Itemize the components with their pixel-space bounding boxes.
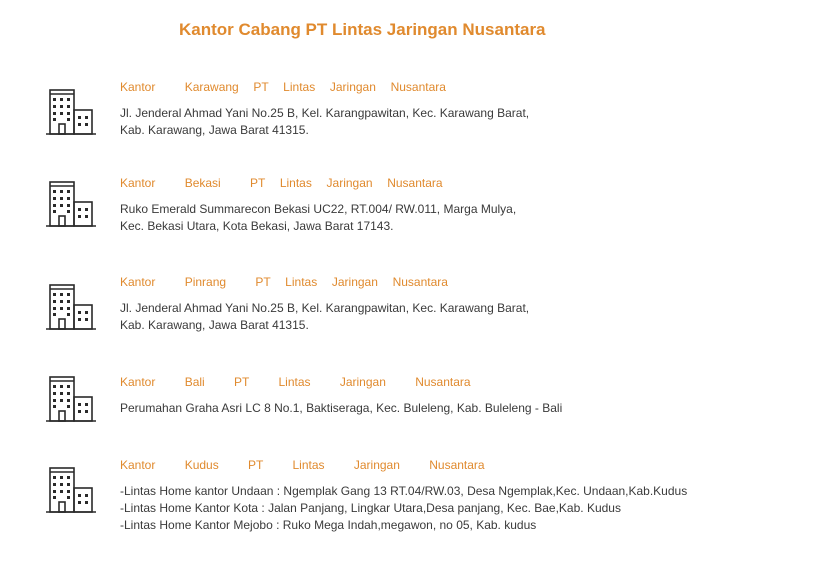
office-building-icon	[44, 86, 98, 138]
address-line: Ruko Emerald Summarecon Bekasi UC22, RT.004/ RW.011, Marga Mulya,	[120, 202, 517, 216]
office-name: Kantor Bekasi PT Lintas Jaringan Nusantara	[120, 176, 443, 190]
address-line: Jl. Jenderal Ahmad Yani No.25 B, Kel. Karangpawitan, Kec. Karawang Barat,	[120, 301, 530, 315]
office-address	[120, 400, 562, 417]
office-address	[120, 300, 529, 334]
office-address	[120, 105, 529, 139]
address-line: -Lintas Home Kantor Mejobo : Ruko Mega Indah,megawon, no 05, Kab. kudus	[120, 518, 537, 532]
office-building-icon	[44, 281, 98, 333]
address-line: Jl. Jenderal Ahmad Yani No.25 B, Kel. Karangpawitan, Kec. Karawang Barat,	[120, 106, 530, 120]
address-line: Kec. Bekasi Utara, Kota Bekasi, Jawa Barat 17143.	[120, 219, 394, 233]
address-line: Kab. Karawang, Jawa Barat 41315.	[120, 318, 309, 332]
address-line: Perumahan Graha Asri LC 8 No.1, Baktiseraga, Kec. Buleleng, Kab. Buleleng - Bali	[120, 401, 563, 415]
office-name: Kantor Karawang PT Lintas Jaringan Nusantara	[120, 80, 446, 94]
office-building-icon	[44, 464, 98, 516]
address-line: -Lintas Home kantor Undaan : Ngemplak Gang 13 RT.04/RW.03, Desa Ngemplak,Kec. Undaan,Kab.Kudus	[120, 484, 688, 498]
address-line: -Lintas Home Kantor Kota : Jalan Panjang, Lingkar Utara,Desa panjang, Kec. Bae,Kab. Kudus	[120, 501, 621, 515]
address-line: Kab. Karawang, Jawa Barat 41315.	[120, 123, 309, 137]
office-address	[120, 201, 516, 235]
office-building-icon	[44, 178, 98, 230]
office-name: Kantor Kudus PT Lintas Jaringan Nusantara	[120, 458, 485, 472]
office-name: Kantor Bali PT Lintas Jaringan Nusantara	[120, 375, 471, 389]
office-name: Kantor Pinrang PT Lintas Jaringan Nusantara	[120, 275, 448, 289]
office-address	[120, 483, 687, 534]
office-building-icon	[44, 373, 98, 425]
page-title: Kantor Cabang PT Lintas Jaringan Nusantara	[179, 20, 546, 39]
